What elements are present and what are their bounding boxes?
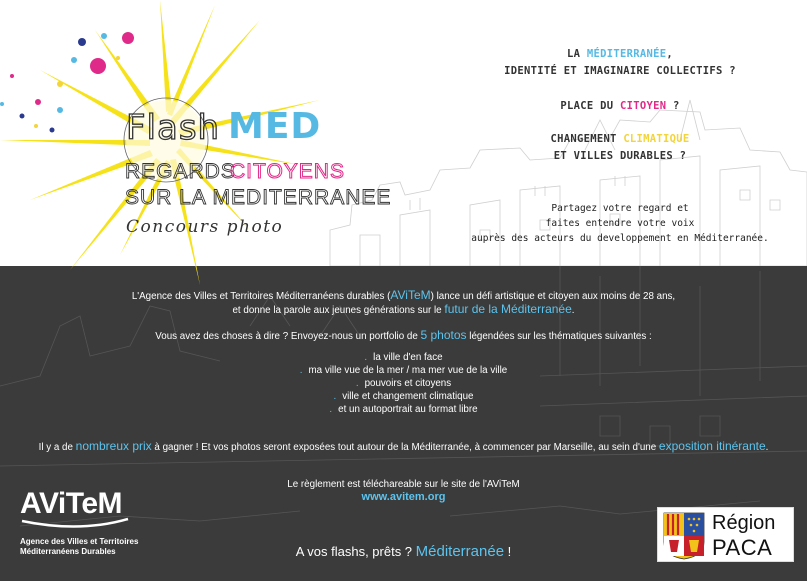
theme-item: . ville et changement climatique <box>333 391 474 402</box>
question-citoyen: PLACE DU CITOYEN ? <box>560 100 680 112</box>
swoosh-icon <box>20 517 130 531</box>
avitem-logo-subtitle-1: Agence des Villes et Territoires <box>20 537 139 546</box>
region-paca-logo <box>657 507 794 562</box>
paragraph-announcement: L'Agence des Villes et Territoires Méditerranéens durables (AViTeM) lance un défi artistique et citoyen aux moins de 28 ans, et donne la parole aux jeunes générations sur le futur de la Méditerranée. <box>131 288 676 316</box>
logo-med-text: MED <box>228 106 322 147</box>
website-link[interactable]: www.avitem.org <box>361 491 446 503</box>
paragraph-rules: Le règlement est téléchareable sur le site de l'AViTeM www.avitem.org <box>287 479 520 503</box>
avitem-logo-word: AViTeM <box>20 487 123 520</box>
coat-of-arms-icon <box>663 512 705 560</box>
logo-flash-text: Flash <box>126 108 221 148</box>
bullet-icon: . <box>333 391 337 402</box>
question-mediterranee: LA MÉDITERRANÉE, IDENTITÉ ET IMAGINAIRE COLLECTIFS ? <box>504 48 736 77</box>
question-climat: CHANGEMENT CLIMATIQUE ET VILLES DURABLES ? <box>550 133 690 162</box>
avitem-logo-subtitle-2: Méditerranéens Durables <box>20 547 116 556</box>
theme-item: . ma ville vue de la mer / ma mer vue de la ville <box>299 365 508 376</box>
paragraph-prizes: Il y a de nombreux prix à gagner ! Et vos photos seront exposées tout autour de la Méditerranée, à commencer par Marseille, au sein d'une exposition itinérante. <box>38 439 769 453</box>
theme-item: . la ville d'en face <box>364 352 443 363</box>
logo-citoyens-text: CITOYENS <box>230 160 345 183</box>
bullet-icon: . <box>329 404 333 415</box>
logo-regards-text: REGARDS <box>125 160 236 183</box>
region-label: Région <box>712 512 776 534</box>
theme-item: . pouvoirs et citoyens <box>355 378 452 389</box>
paragraph-portfolio: Vous avez des choses à dire ? Envoyez-nous un portfolio de 5 photos légendées sur les thématiques suivantes : <box>155 328 652 342</box>
slogan: A vos flashs, prêts ? Méditerranée ! <box>295 543 512 560</box>
intro-text: Partagez votre regard et faites entendre votre voix auprès des acteurs du developpement en Méditerranée. <box>471 203 769 244</box>
bullet-icon: . <box>364 352 368 363</box>
avitem-logo <box>20 487 140 567</box>
paca-label: PACA <box>712 535 773 560</box>
logo-concours-text: Concours photo <box>126 217 284 237</box>
theme-item: . et un autoportrait au format libre <box>329 404 478 415</box>
bullet-icon: . <box>299 365 303 376</box>
bullet-icon: . <box>355 378 359 389</box>
logo-subtitle-text: SUR LA MEDITERRANEE <box>125 186 392 209</box>
